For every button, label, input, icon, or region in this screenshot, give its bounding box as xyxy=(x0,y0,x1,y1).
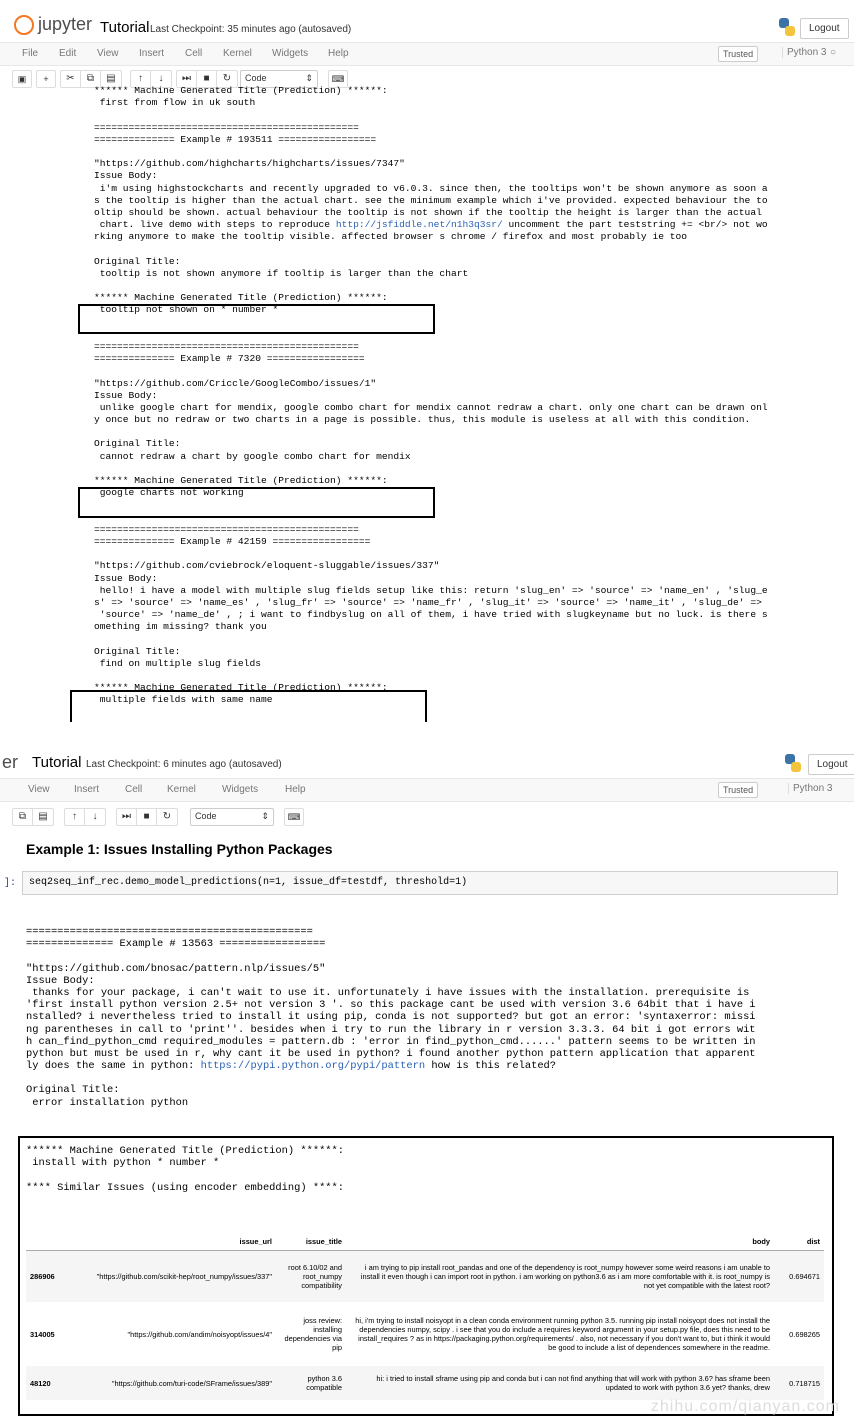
similar-issues-table xyxy=(26,1234,824,1400)
cell-dist: 0.718715 xyxy=(774,1366,824,1400)
run-icon[interactable]: ⏭ xyxy=(117,809,137,825)
menu-edit[interactable]: Edit xyxy=(59,48,77,59)
select-arrows-icon: ⇕ xyxy=(261,811,269,821)
cell-issue-title: python 3.6 compatible xyxy=(276,1366,346,1400)
output-line xyxy=(94,146,768,158)
output-line xyxy=(26,950,756,962)
move-up-icon[interactable]: ↑ xyxy=(131,71,151,87)
logout-button[interactable]: Logout xyxy=(800,18,849,39)
output-line xyxy=(94,109,768,121)
keyboard-icon[interactable]: ⌨ xyxy=(328,70,348,88)
cell-type-value: Code xyxy=(195,811,217,821)
col-body: body xyxy=(346,1234,774,1250)
output-line: ============================================== xyxy=(94,523,359,535)
toolbar xyxy=(0,806,854,830)
paste-icon[interactable]: ▤ xyxy=(106,73,116,84)
output-line: ****** Machine Generated Title (Prediction) ******: xyxy=(94,85,388,96)
run-group xyxy=(116,808,178,826)
output-line: "https://github.com/bnosac/pattern.nlp/issues/5" xyxy=(26,962,326,975)
cell-issue-title: joss review: installing dependencies via pip xyxy=(284,1316,342,1352)
output-line: python but must be used in r, why cant it be used in python? i found another python pattern application that apparent xyxy=(26,1047,756,1060)
output-line: Original Title: xyxy=(26,1084,120,1097)
notebook-title[interactable]: Tutorial xyxy=(100,19,150,36)
output-line: i'm using highstockcharts and recently upgraded to v6.0.3. since then, the tooltips won't be shown anymore as soon a xyxy=(94,182,768,194)
output-line: ng parentheses in call to 'print''. besides when i try to run the library in r version 3.3.3. 64 bit i got errors wit xyxy=(26,1023,756,1036)
output-line: "https://github.com/highcharts/highcharts/issues/7347" xyxy=(94,158,405,170)
output-line xyxy=(94,548,768,560)
output-line xyxy=(94,280,768,292)
menu-cell[interactable]: Cell xyxy=(125,784,143,795)
trusted-indicator[interactable]: Trusted xyxy=(718,46,758,62)
copy-icon[interactable]: ⧉ xyxy=(81,71,101,87)
input-prompt: ]: xyxy=(4,878,17,889)
prediction-highlight-box xyxy=(78,304,435,334)
prediction-line xyxy=(26,1169,344,1181)
edit-group xyxy=(12,808,54,826)
row-index: 314005 xyxy=(30,1329,55,1339)
output-line: cannot redraw a chart by google combo chart for mendix xyxy=(94,450,411,462)
row-index: 286906 xyxy=(26,1250,70,1302)
jupyter-logo-fragment: er xyxy=(2,752,19,772)
trusted-indicator[interactable]: Trusted xyxy=(718,782,758,798)
jupyter-icon xyxy=(14,15,34,35)
output-line: unlike google chart for mendix, google combo chart for mendix cannot redraw a chart. only one chart can be drawn onl xyxy=(94,401,768,413)
code-text: seq2seq_inf_rec.demo_model_predictions(n=1, issue_df=testdf, threshold=1) xyxy=(29,877,468,888)
col-issue-url: issue_url xyxy=(70,1234,276,1250)
output-line: ============== Example # 193511 ================= xyxy=(94,133,377,145)
menu-widgets[interactable]: Widgets xyxy=(222,784,259,795)
output-line: hello! i have a model with multiple slug fields setup like this: return 'slug_en' => 'source' => 'name_en' , 'slug_e xyxy=(94,584,768,596)
python-logo-icon xyxy=(782,752,804,774)
output-line: 'source' => 'name_de' , ; i want to findbyslug on all of them, i have tried with slugkeyname but no luck. is there s xyxy=(94,609,768,621)
select-arrows-icon: ⇕ xyxy=(305,73,313,83)
menu-insert[interactable]: Insert xyxy=(139,48,165,59)
table-row xyxy=(26,1250,824,1302)
output-line xyxy=(26,1072,756,1084)
restart-icon[interactable]: ↻ xyxy=(222,73,232,84)
menu-view[interactable]: View xyxy=(97,48,119,59)
output-area xyxy=(94,85,768,707)
cell-issue-url: "https://github.com/scikit-hep/root_numpy/issues/337" xyxy=(70,1250,276,1302)
output-link[interactable]: https://pypi.python.org/pypi/pattern xyxy=(200,1060,426,1073)
menu-kernel[interactable]: Kernel xyxy=(167,784,196,795)
move-down-icon[interactable]: ↓ xyxy=(92,811,98,822)
keyboard-icon[interactable]: ⌨ xyxy=(284,808,304,826)
prediction-highlight-box xyxy=(70,690,427,722)
menu-cell[interactable]: Cell xyxy=(185,48,203,59)
row-index: 48120 xyxy=(26,1366,70,1400)
menu-insert[interactable]: Insert xyxy=(74,784,100,795)
menu-help[interactable]: Help xyxy=(285,784,306,795)
header xyxy=(0,0,854,40)
output-line: "https://github.com/Criccle/GoogleCombo/issues/1" xyxy=(94,377,377,389)
output-line xyxy=(94,365,768,377)
output-line: y once but no redraw or two charts in a page is possible. thus, this module is useless at all with this condition. xyxy=(94,414,751,426)
output-line: Issue Body: xyxy=(94,572,158,584)
menu-file[interactable]: File xyxy=(22,48,39,59)
col-dist: dist xyxy=(774,1234,824,1250)
code-input-cell[interactable] xyxy=(22,871,838,895)
move-group xyxy=(64,808,106,826)
output-line: thanks for your package, i can't wait to use it. unfortunately i have issues with the installation. prerequisite is xyxy=(26,986,750,999)
menu-kernel[interactable]: Kernel xyxy=(223,48,252,59)
cell-body: i am trying to pip install root_pandas and one of the dependency is root_numpy however some weird reasons i am unable to install it even though i can import root in python. i am working on python3.6 as i am more comfortable with it. is root_numpy is not yet compatible with the latest root? xyxy=(346,1250,774,1302)
output-line: s' => 'source' => 'name_es' , 'slug_fr' => 'source' => 'name_fr' , 'slug_it' => 'source' => 'name_it' , 'slug_de' => xyxy=(94,596,762,608)
output-line: tooltip is not shown anymore if tooltip is larger than the chart xyxy=(94,267,469,279)
output-line: ly does the same in python: https://pypi.python.org/pypi/pattern how is this related? xyxy=(26,1060,557,1073)
output-line: ============== Example # 42159 ================= xyxy=(94,535,371,547)
menu-bar xyxy=(0,42,854,66)
output-line: "https://github.com/cviebrock/eloquent-sluggable/issues/337" xyxy=(94,560,440,572)
output-line: ****** Machine Generated Title (Prediction) ******: xyxy=(94,475,388,486)
move-up-icon[interactable]: ↑ xyxy=(65,809,85,825)
output-line: omething im missing? thank you xyxy=(94,621,267,633)
output-line: ============== Example # 7320 ================= xyxy=(94,353,365,365)
cell-dist: 0.698265 xyxy=(789,1329,820,1339)
run-icon[interactable]: ⏭ xyxy=(177,71,197,87)
table-header-row xyxy=(26,1234,824,1250)
prediction-output xyxy=(26,1145,344,1194)
menu-bar xyxy=(0,778,854,802)
output-line: ============== Example # 13563 ================= xyxy=(26,938,326,951)
kernel-indicator: Python 3 xyxy=(788,783,832,794)
output-line: find on multiple slug fields xyxy=(94,657,261,669)
notebook-title[interactable]: Tutorial xyxy=(32,754,82,771)
output-line xyxy=(94,633,768,645)
output-line: first from flow in uk south xyxy=(94,97,256,109)
cell-type-value: Code xyxy=(245,73,267,83)
logout-button[interactable]: Logout xyxy=(808,754,854,775)
python-logo-icon xyxy=(776,16,798,38)
jupyter-logo[interactable] xyxy=(14,14,92,35)
output-line: oltip should be shown. actual behaviour the tooltip is not shown if the tooltip the height is larger than the actual xyxy=(94,206,762,218)
output-line: ============================================== xyxy=(94,340,359,352)
cell-dist: 0.694671 xyxy=(774,1250,824,1302)
output-line: multiple fields with same name xyxy=(94,694,273,706)
stop-icon[interactable]: ■ xyxy=(137,809,157,825)
output-line: h can_find_python_cmd required_modules = pattern.db : 'error in find_python_cmd......' pattern seems to be written in xyxy=(26,1035,756,1048)
copy-icon[interactable]: ⧉ xyxy=(13,809,33,825)
output-line: google charts not working xyxy=(94,487,244,499)
menu-widgets[interactable]: Widgets xyxy=(272,48,309,59)
output-line: Original Title: xyxy=(94,438,181,450)
output-line: Original Title: xyxy=(94,255,181,267)
output-line: ============================================== xyxy=(94,121,359,133)
paste-icon[interactable]: ▤ xyxy=(38,811,48,822)
menu-view[interactable]: View xyxy=(28,784,50,795)
output-line: nstalled? i nevertheless tried to install it using pip, conda is not supported? but got an error: 'syntaxerror: missi xyxy=(26,1011,756,1024)
cell-issue-url: "https://github.com/turi-code/SFrame/issues/389" xyxy=(70,1366,276,1400)
cell-issue-title: root 6.10/02 and root_numpy compatibility xyxy=(276,1250,346,1302)
output-line: ****** Machine Generated Title (Prediction) ******: xyxy=(94,682,388,694)
prediction-highlight-box xyxy=(78,487,435,518)
output-line: Original Title: xyxy=(94,645,181,657)
prediction-line: **** Similar Issues (using encoder embedding) ****: xyxy=(26,1181,345,1194)
col-index xyxy=(26,1234,70,1250)
output-line: rking anymore to make the tooltip visible. affected browser s chrome / firefox and most probably ie too xyxy=(94,231,687,243)
kernel-idle-icon: ○ xyxy=(830,47,837,58)
output-line xyxy=(94,426,768,438)
markdown-heading: Example 1: Issues Installing Python Packages xyxy=(26,841,333,857)
output-line: ****** Machine Generated Title (Prediction) ******: xyxy=(94,292,388,304)
cell-issue-url: "https://github.com/andim/noisyopt/issues/4" xyxy=(127,1329,272,1339)
checkpoint-status: Last Checkpoint: 6 minutes ago (autosaved) xyxy=(86,759,282,770)
output-line: Issue Body: xyxy=(26,974,95,987)
output-area xyxy=(26,926,756,1109)
cell-body: hi: i tried to install sframe using pip and conda but i can not find anything that will work with python 3.6? has sframe been updated to work with python 3.6 yet? thanks, drew xyxy=(346,1366,774,1400)
kernel-indicator: Python 3 xyxy=(782,47,826,58)
output-line: 'first install python version 2.5+ not version 3 '. so this package cant be used with version 3.6 64bit that i have i xyxy=(26,999,756,1012)
output-line xyxy=(94,670,768,682)
output-line: tooltip not shown on * number * xyxy=(94,304,279,316)
stop-icon[interactable]: ■ xyxy=(197,71,217,87)
output-line: ============================================== xyxy=(26,926,313,938)
watermark: zhihu.com/qianyan.com xyxy=(650,1398,840,1415)
output-line: error installation python xyxy=(26,1096,189,1109)
output-line xyxy=(94,243,768,255)
checkpoint-status: Last Checkpoint: 35 minutes ago (autosaved) xyxy=(150,24,352,35)
output-line xyxy=(94,463,768,475)
menu-help[interactable]: Help xyxy=(328,48,349,59)
screenshot-separator xyxy=(0,722,854,744)
output-line: Issue Body: xyxy=(94,389,158,401)
move-down-icon[interactable]: ↓ xyxy=(158,73,164,84)
table-row xyxy=(26,1302,824,1366)
restart-icon[interactable]: ↻ xyxy=(162,811,172,822)
table-row xyxy=(26,1366,824,1400)
output-link[interactable]: http://jsfiddle.net/n1h3q3sr/ xyxy=(335,219,503,231)
app-name: jupyter xyxy=(38,14,93,34)
output-line: s the tooltip is higher than the actual chart. see the minimum example which i've provided. expected behaviour the to xyxy=(94,194,768,206)
prediction-line: ****** Machine Generated Title (Prediction) ******: xyxy=(26,1145,345,1157)
output-line: Issue Body: xyxy=(94,170,158,182)
cell-type-select[interactable] xyxy=(190,808,274,826)
cell-body: hi, i'm trying to install noisyopt in a clean conda environment running python 3.5. running pip install noisyopt does not install the dependencies numpy, scipy . i see that you do include a requires keyword argument in your setup.py file, does this need to be install_requires ? as in https://packaging.python.org/requirements/ . also, not necessary if you don't want to, but i think it would be good to include a list of dependences somewhere in the readme. xyxy=(355,1316,770,1352)
add-cell-icon[interactable]: + xyxy=(36,70,56,88)
bottom-screenshot xyxy=(0,744,854,1422)
output-line: chart. live demo with steps to reproduce http://jsfiddle.net/n1h3q3sr/ uncomment the part teststring += <br/> not wo xyxy=(94,219,768,231)
save-icon[interactable]: ▣ xyxy=(12,70,32,88)
prediction-line: install with python * number * xyxy=(26,1157,220,1170)
col-issue-title: issue_title xyxy=(276,1234,346,1250)
cut-icon[interactable]: ✂ xyxy=(61,71,81,87)
